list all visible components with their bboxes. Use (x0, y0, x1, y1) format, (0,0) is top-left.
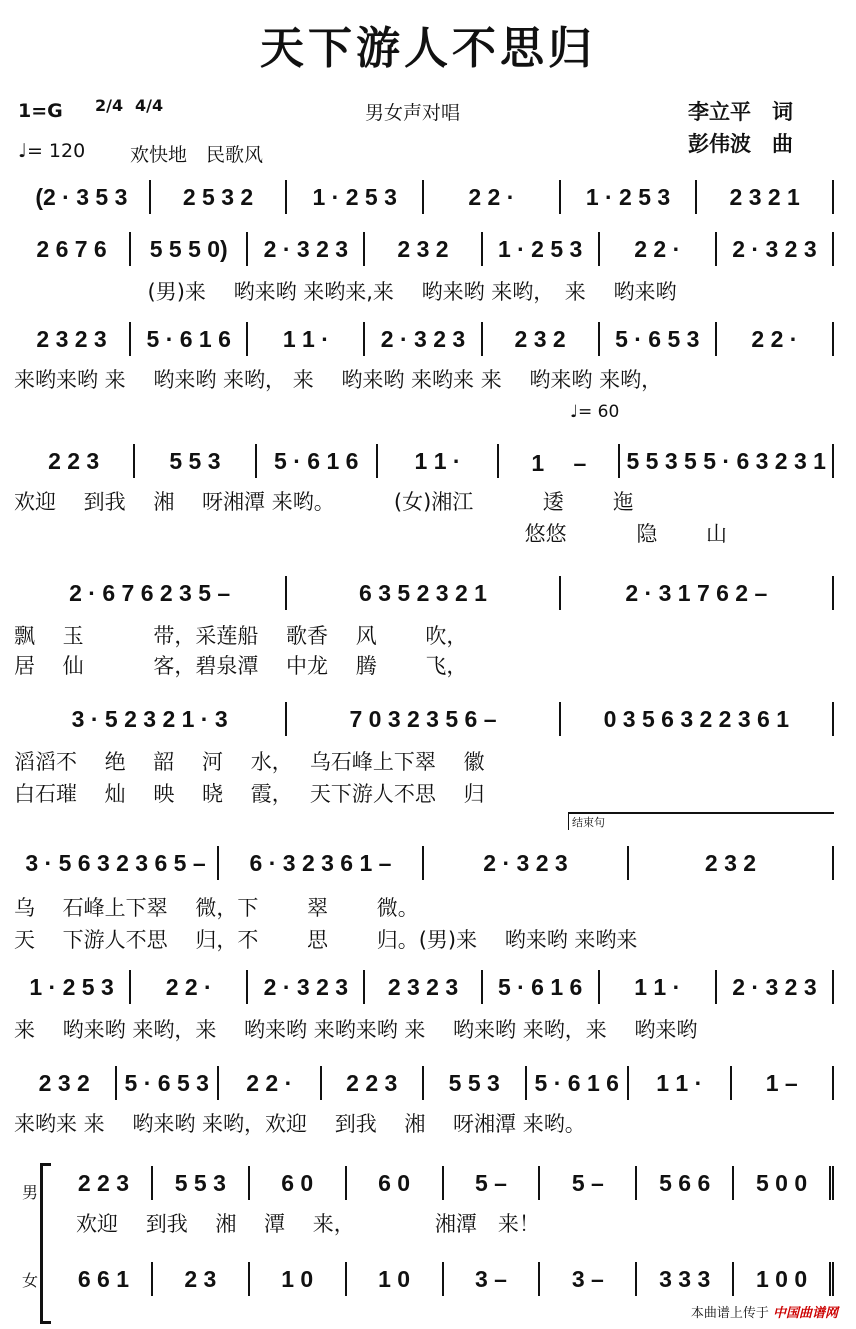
lyrics-line: 欢迎 到我 湘 呀湘潭 来哟。 (女)湘江 逶 迤 (14, 490, 634, 514)
notation-row (56, 1166, 834, 1200)
notation-row (14, 1066, 834, 1100)
time-signature-1: 2/4 (95, 96, 124, 115)
lyrics-line: 来 哟来哟 来哟，来 哟来哟 来哟来哟 来 哟来哟 来哟，来 哟来哟 (14, 1018, 698, 1042)
system-bracket (40, 1163, 51, 1324)
measure: 2 2 · (219, 1066, 322, 1100)
lyrics-line: 居 仙 客，碧泉潭 中龙 腾 飞， (14, 654, 468, 678)
lyrics-line: 来哟来 来 哟来哟 来哟，欢迎 到我 湘 呀湘潭 来哟。 (14, 1112, 586, 1136)
measure: 6 · 3 2 3 6 1 – (219, 846, 424, 880)
measure: 5 5 3 5 5 · 6 3 2 3 1 (620, 444, 833, 478)
lyrics-line: 天 下游人不思 归，不 思 归。(男)来 哟来哟 来哟来 (14, 928, 638, 952)
measure: 1 · 2 5 3 (561, 180, 698, 214)
notation-row (14, 846, 834, 880)
tempo-change: ♩= 60 (570, 402, 620, 422)
measure: 1 1 · (600, 970, 717, 1004)
lyrics-line: 白石璀 灿 映 晓 霞， 天下游人不思 归 (14, 782, 485, 806)
measure: 2 2 · (600, 232, 717, 266)
measure: 2 3 2 (483, 322, 600, 356)
measure: 6 6 1 (56, 1262, 153, 1296)
measure: 1 0 0 (734, 1262, 834, 1296)
measure: 5 – (540, 1166, 637, 1200)
measure: 2 3 2 (365, 232, 482, 266)
footer (691, 1302, 838, 1321)
measure: 2 · 3 2 3 (248, 970, 365, 1004)
measure: 2 · 3 2 3 (717, 232, 834, 266)
ending-label: 结束句 (568, 812, 834, 830)
measure: 2 3 2 (14, 1066, 117, 1100)
measure: 1 · 2 5 3 (287, 180, 424, 214)
key-signature: 1=G (18, 100, 63, 122)
notation-row (56, 1262, 834, 1296)
measure: 1 1 · (378, 444, 499, 478)
part-label-female: 女 (22, 1271, 39, 1290)
measure: 2 2 · (717, 322, 834, 356)
performance-note: 男女声对唱 (365, 102, 461, 124)
song-title: 天下游人不思归 (260, 23, 596, 74)
measure: 6 0 (347, 1166, 444, 1200)
measure: 2 · 3 2 3 (365, 322, 482, 356)
measure: 5 · 6 1 6 (257, 444, 378, 478)
notation-row (14, 576, 834, 610)
measure: 5 · 6 1 6 (527, 1066, 630, 1100)
notation-row (14, 970, 834, 1004)
measure: 2 3 2 (629, 846, 834, 880)
lyrics-line: 悠悠 隐 山 (14, 522, 728, 546)
measure: 2 3 2 1 (697, 180, 834, 214)
measure: 1 · 2 5 3 (483, 232, 600, 266)
measure: 3 – (444, 1262, 541, 1296)
measure: 7 0 3 2 3 5 6 – (287, 702, 560, 736)
measure: 5 5 3 (153, 1166, 250, 1200)
measure: 2 2 3 (56, 1166, 153, 1200)
composer: 彭伟波 曲 (688, 132, 793, 156)
measure: 5 5 3 (424, 1066, 527, 1100)
measure: 1 – (732, 1066, 835, 1100)
time-signature-2: 4/4 (135, 96, 164, 115)
measure: 3 3 3 (637, 1262, 734, 1296)
measure: 5 · 6 1 6 (131, 322, 248, 356)
lyrics-line: 乌 石峰上下翠 微，下 翠 微。 (14, 896, 419, 920)
lyrics-line: (男)来 哟来哟 来哟来,来 哟来哟 来哟， 来 哟来哟 (14, 280, 677, 304)
measure: 0 3 5 6 3 2 2 3 6 1 (561, 702, 834, 736)
notation-row (14, 232, 834, 266)
measure: 5 0 0 (734, 1166, 834, 1200)
measure: 2 3 2 3 (365, 970, 482, 1004)
measure: 1 1 · (629, 1066, 732, 1100)
measure: 2 3 2 3 (14, 322, 131, 356)
lyrics-line: 来哟来哟 来 哟来哟 来哟， 来 哟来哟 来哟来 来 哟来哟 来哟， (14, 368, 663, 392)
measure: 3 · 5 2 3 2 1 · 3 (14, 702, 287, 736)
measure: 5 5 3 (135, 444, 256, 478)
expression-marking: 欢快地 民歌风 (130, 144, 264, 166)
lyrics-line: 滔滔不 绝 韶 河 水， 乌石峰上下翠 徽 (14, 750, 485, 774)
notation-row (14, 322, 834, 356)
measure: 2 · 3 2 3 (424, 846, 629, 880)
measure: 2 2 · (131, 970, 248, 1004)
measure: 2 2 3 (322, 1066, 425, 1100)
measure: 3 – (540, 1262, 637, 1296)
footer-text: 本曲谱上传于 (690, 1306, 769, 1321)
measure: 5 – (444, 1166, 541, 1200)
measure: 2 · 3 1 7 6 2 – (561, 576, 834, 610)
measure: 1 – (499, 444, 620, 478)
part-label-male: 男 (22, 1183, 39, 1202)
measure: 2 · 3 2 3 (248, 232, 365, 266)
tempo-marking: ♩= 120 (18, 140, 86, 162)
measure: 1 0 (250, 1262, 347, 1296)
measure: 5 · 6 5 3 (600, 322, 717, 356)
notation-row (14, 702, 834, 736)
site-logo: 中国曲谱网 (772, 1306, 838, 1321)
measure: 2 2 3 (14, 444, 135, 478)
measure: 2 · 3 2 3 (717, 970, 834, 1004)
measure: 1 · 2 5 3 (14, 970, 131, 1004)
measure: (2 · 3 5 3 (14, 180, 151, 214)
measure: 5 5 5 0) (131, 232, 248, 266)
measure: 2 3 (153, 1262, 250, 1296)
measure: 1 1 · (248, 322, 365, 356)
notation-row (14, 180, 834, 214)
lyrics-line: 欢迎 到我 湘 潭 来， 湘潭 来！ (56, 1212, 540, 1236)
notation-row (14, 444, 834, 478)
measure: 5 · 6 1 6 (483, 970, 600, 1004)
measure: 2 2 · (424, 180, 561, 214)
measure: 5 6 6 (637, 1166, 734, 1200)
measure: 2 5 3 2 (151, 180, 288, 214)
measure: 3 · 5 6 3 2 3 6 5 – (14, 846, 219, 880)
measure: 2 6 7 6 (14, 232, 131, 266)
measure: 6 3 5 2 3 2 1 (287, 576, 560, 610)
measure: 2 · 6 7 6 2 3 5 – (14, 576, 287, 610)
measure: 6 0 (250, 1166, 347, 1200)
measure: 5 · 6 5 3 (117, 1066, 220, 1100)
lyricist: 李立平 词 (688, 100, 793, 124)
measure: 1 0 (347, 1262, 444, 1296)
lyrics-line: 飘 玉 带，采莲船 歌香 风 吹， (14, 624, 468, 648)
